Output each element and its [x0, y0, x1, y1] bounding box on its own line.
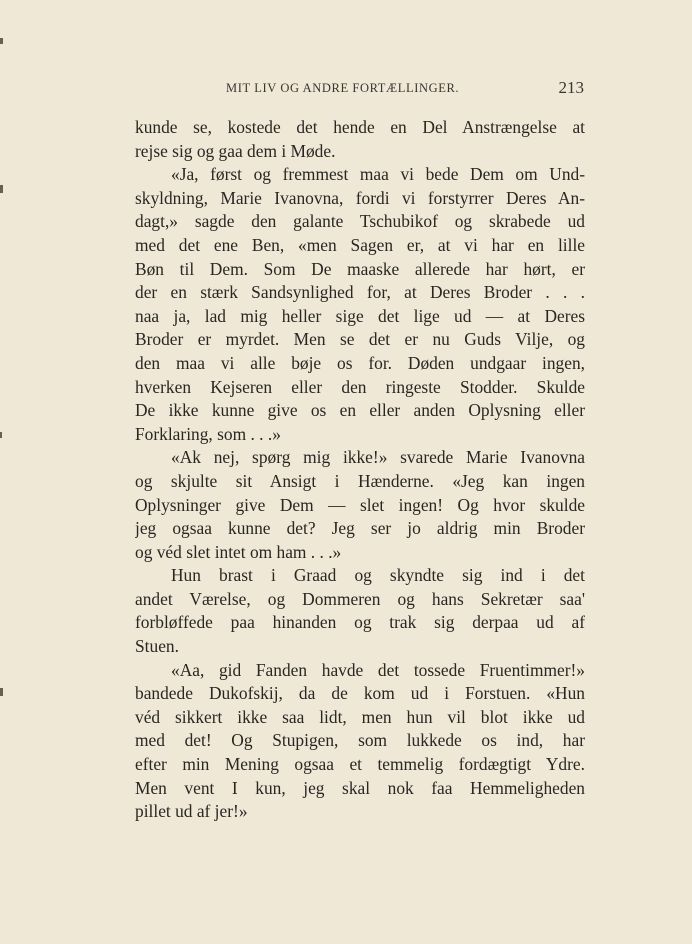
text-line: «Ak nej, spørg mig ikke!» svarede Marie Ivanovna — [171, 447, 585, 468]
text-line: De ikke kunne give os en eller anden Oplysning eller — [135, 400, 585, 421]
text-line: Stuen. — [135, 636, 179, 657]
text-line: pillet ud af jer!» — [135, 801, 248, 822]
running-title: MIT LIV OG ANDRE FORTÆLLINGER. — [226, 81, 460, 95]
body-text — [135, 116, 585, 824]
text-line: Bøn til Dem. Som De maaske allerede har hørt, er — [135, 258, 585, 279]
text-line: jeg ogsaa kunne det? Jeg ser jo aldrig min Broder — [135, 518, 585, 539]
text-line: Men vent I kun, jeg skal nok faa Hemmeligheden — [135, 777, 585, 798]
text-line: «Ja, først og fremmest maa vi bede Dem om Und- — [171, 164, 585, 185]
text-line: Oplysninger give Dem — slet ingen! Og hvor skulde — [135, 494, 585, 515]
text-line: véd sikkert ikke saa lidt, men hun vil blot ikke ud — [135, 706, 585, 727]
page-header — [226, 78, 586, 98]
text-line: der en stærk Sandsynlighed for, at Deres Broder . . . — [135, 282, 585, 303]
margin-mark-2 — [0, 185, 3, 193]
text-line: den maa vi alle bøje os for. Døden undgaar ingen, — [135, 352, 585, 373]
text-line: dagt,» sagde den galante Tschubikof og skrabede ud — [135, 211, 585, 232]
margin-mark-3 — [0, 432, 2, 438]
text-line: forbløffede paa hinanden og trak sig derpaa ud af — [135, 612, 585, 633]
text-line: rejse sig og gaa dem i Møde. — [135, 140, 336, 161]
text-line: Broder er myrdet. Men se det er nu Guds Vilje, og — [135, 329, 585, 350]
text-line: bandede Dukofskij, da de kom ud i Forstuen. «Hun — [135, 683, 585, 704]
margin-mark-1 — [0, 38, 3, 44]
text-line: skyldning, Marie Ivanovna, fordi vi forstyrrer Deres An- — [135, 187, 585, 208]
margin-mark-4 — [0, 688, 3, 696]
text-line: efter min Mening ogsaa et temmelig fordægtigt Ydre. — [135, 754, 585, 775]
text-line: Forklaring, som . . .» — [135, 423, 281, 444]
text-line: kunde se, kostede det hende en Del Anstrængelse at — [135, 117, 585, 137]
text-line: Hun brast i Graad og skyndte sig ind i det — [171, 565, 585, 586]
text-line: og véd slet intet om ham . . .» — [135, 541, 342, 562]
text-line: naa ja, lad mig heller sige det lige ud — at Deres — [135, 305, 585, 326]
text-line: og skjulte sit Ansigt i Hænderne. «Jeg kan ingen — [135, 470, 585, 491]
page-number: 213 — [558, 78, 584, 97]
text-line: med det! Og Stupigen, som lukkede os ind, har — [135, 730, 585, 751]
text-line: «Aa, gid Fanden havde det tossede Fruentimmer!» — [171, 659, 585, 680]
text-line: hverken Kejseren eller den ringeste Stodder. Skulde — [135, 376, 585, 397]
text-line: andet Værelse, og Dommeren og hans Sekretær saa' — [135, 588, 585, 609]
text-line: med det ene Ben, «men Sagen er, at vi har en lille — [135, 234, 585, 255]
